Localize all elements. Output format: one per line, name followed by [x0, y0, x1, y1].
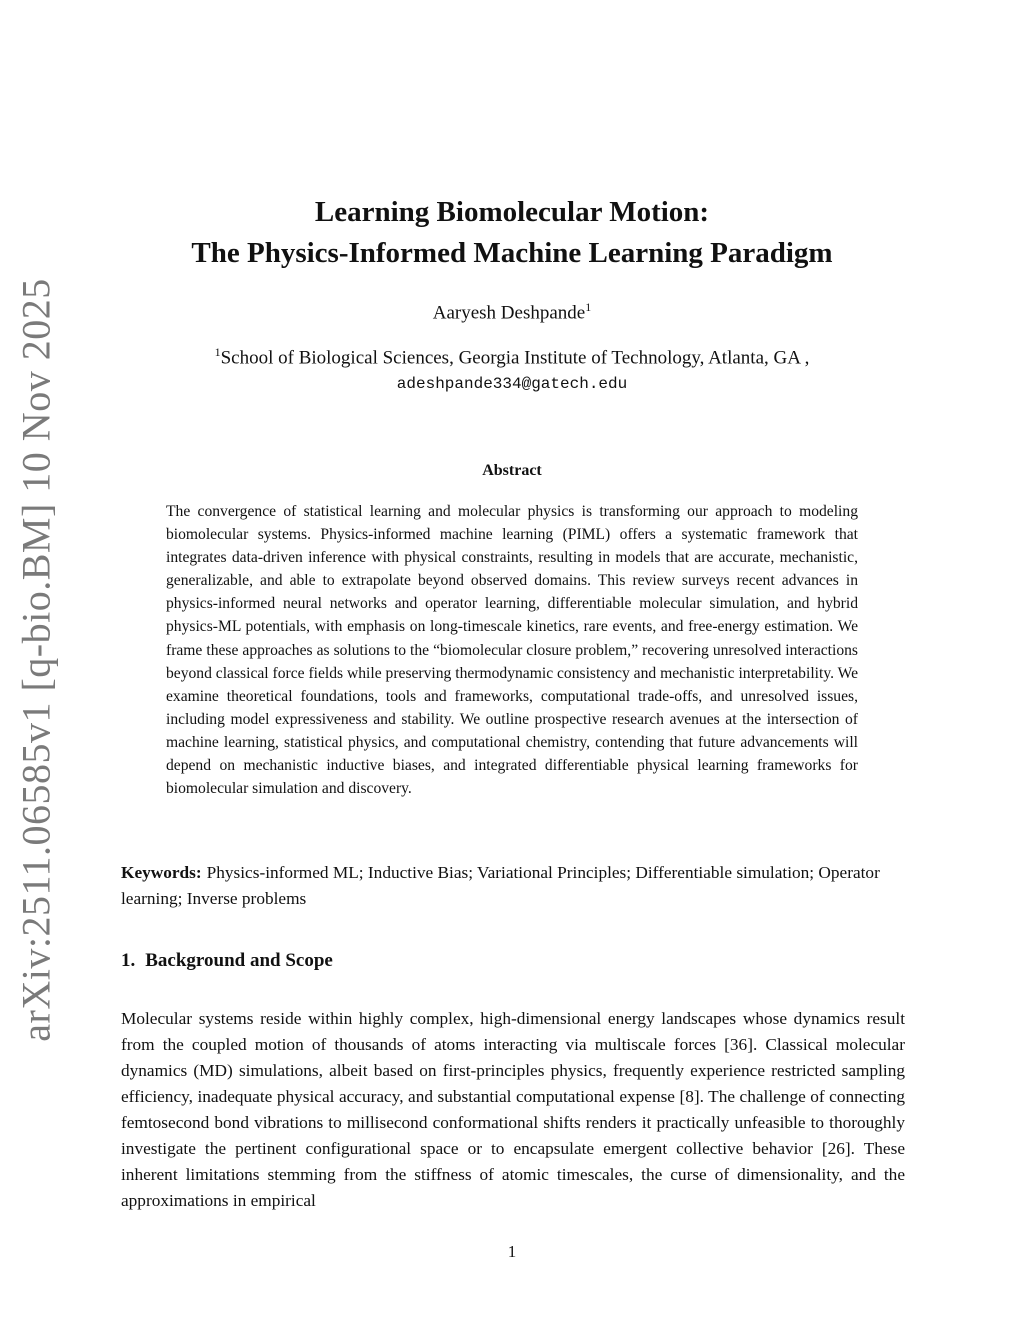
author-line: [0, 300, 1024, 324]
arxiv-identifier-stamp: arXiv:2511.06585v1 [q-bio.BM] 10 Nov 2025: [13, 278, 59, 1042]
affiliation-line: [0, 345, 1024, 369]
page-number: 1: [507, 1242, 517, 1261]
keywords-label: Keywords:: [121, 863, 202, 882]
author-name: Aaryesh Deshpande: [432, 302, 586, 324]
affiliation-marker: 1: [214, 345, 221, 359]
paper-title: [0, 192, 1024, 274]
title-line-1: Learning Biomolecular Motion:: [314, 196, 710, 228]
affiliation-text: School of Biological Sciences, Georgia Institute of Technology, Atlanta, GA ,: [220, 347, 810, 369]
abstract-heading: Abstract: [482, 462, 542, 479]
section-body-text: Molecular systems reside within highly complex, high-dimensional energy landscapes whose dynamics result from the coupled motion of thousands of atoms interacting via multiscale forces [36]. Classical molecular dynamics (MD) simulations, albeit based on first-principles physics, frequently experience restricted sampling efficiency, inadequate physical accuracy, and substantial computational expense [8]. The challenge of connecting femtosecond bond vibrations to millisecond conformational shifts renders it practically unfeasible to thoroughly investigate the pertinent configurational space or to encapsulate emergent collective behavior [26]. These inherent limitations stemming from the stiffness of atomic timescales, the curse of dimensionality, and the approximations in empirical: [121, 1009, 905, 1210]
author-email[interactable]: adeshpande334@gatech.edu: [396, 375, 628, 393]
keywords-text: Physics-informed ML; Inductive Bias; Variational Principles; Differentiable simulation; Operator learning; Inverse problems: [121, 863, 880, 908]
section-number: 1.: [121, 950, 136, 971]
author-affiliation-marker: 1: [585, 300, 592, 314]
keywords-block: [121, 860, 907, 912]
section-heading: [121, 950, 333, 972]
section-title: Background and Scope: [145, 950, 333, 971]
abstract-text: The convergence of statistical learning and molecular physics is transforming our approach to modeling biomolecular systems. Physics-informed machine learning (PIML) offers a systematic framework that integrates data-driven inference with physical constraints, resulting in models that are accurate, mechanistic, generalizable, and able to extrapolate beyond observed domains. This review surveys recent advances in physics-informed neural networks and operator learning, differentiable molecular simulation, and hybrid physics-ML potentials, with emphasis on long-timescale kinetics, rare events, and free-energy estimation. We frame these approaches as solutions to the “biomolecular closure problem,” recovering unresolved interactions beyond classical force fields while preserving thermodynamic consistency and mechanistic interpretability. We examine theoretical foundations, tools and frameworks, computational trade-offs, and unresolved issues, including model expressiveness and stability. We outline prospective research avenues at the intersection of machine learning, statistical physics, and computational chemistry, contending that future advancements will depend on mechanistic inductive biases, and integrated differentiable physical learning frameworks for biomolecular simulation and discovery.: [166, 503, 859, 798]
title-line-2: The Physics-Informed Machine Learning Paradigm: [191, 237, 833, 269]
